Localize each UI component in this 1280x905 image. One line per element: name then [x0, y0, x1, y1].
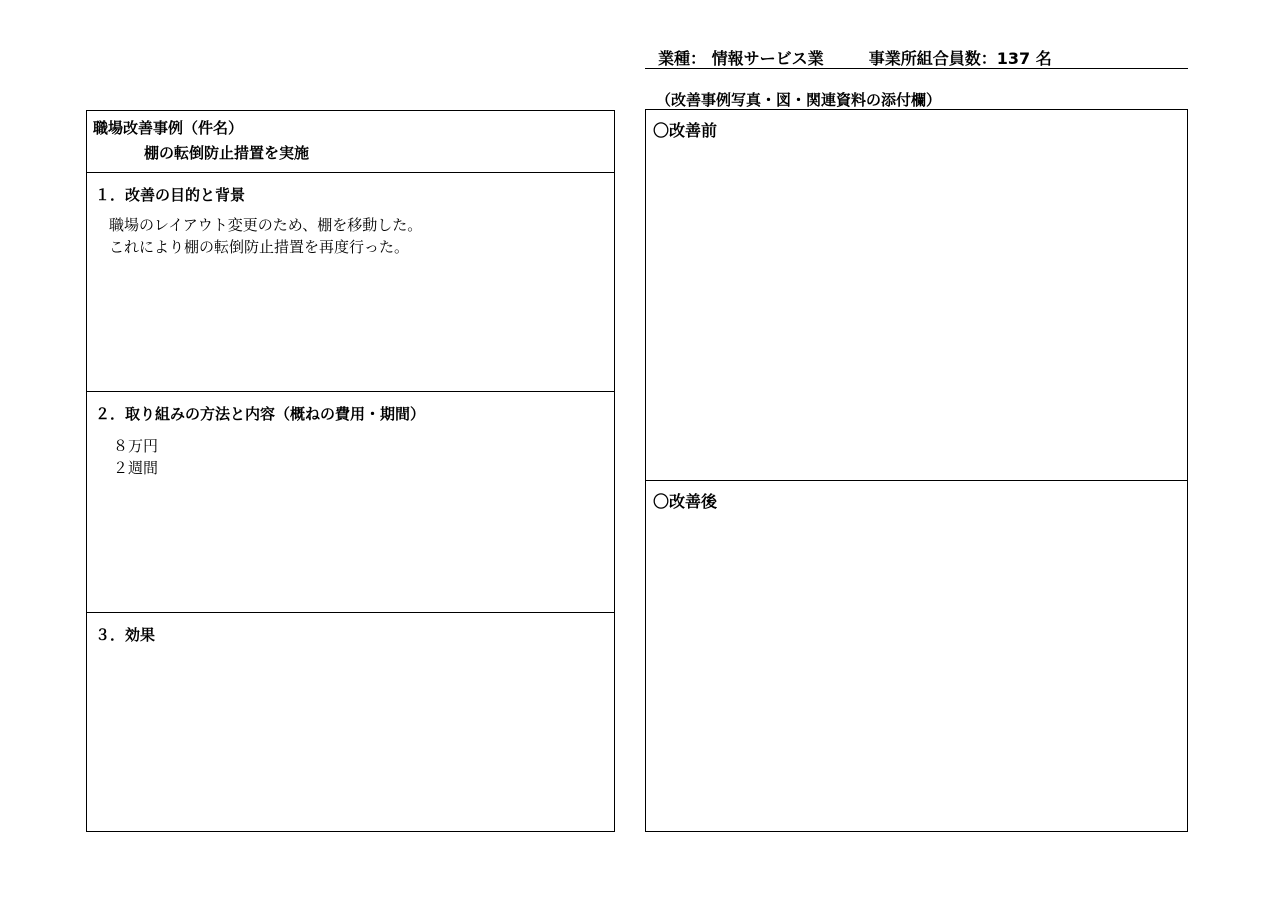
case-form [86, 110, 615, 832]
section-effect-heading: ３．効果 [95, 626, 156, 644]
industry-label: 業種： [658, 49, 707, 68]
section-purpose-heading: １．改善の目的と背景 [95, 186, 246, 204]
case-title-value: 棚の転倒防止措置を実施 [144, 144, 310, 162]
section-method [87, 392, 614, 613]
members-value: 137 [996, 49, 1031, 68]
after-image-area [646, 481, 1187, 831]
section-method-line: ２週間 [113, 459, 159, 477]
members-label: 事業所組合員数： [868, 49, 997, 68]
section-purpose-line: 職場のレイアウト変更のため、棚を移動した。 [109, 216, 423, 234]
section-purpose [87, 173, 614, 392]
members-unit: 名 [1035, 49, 1052, 68]
header-info [658, 46, 1052, 69]
before-label: 〇改善前 [653, 121, 718, 140]
attachment-panel [645, 109, 1188, 832]
attachment-caption: （改善事例写真・図・関連資料の添付欄） [656, 91, 942, 109]
header-divider [645, 68, 1188, 69]
section-purpose-body [109, 214, 422, 258]
case-title-section [87, 111, 614, 173]
section-method-heading: ２．取り組みの方法と内容（概ねの費用・期間） [95, 405, 426, 423]
section-effect [87, 613, 614, 831]
before-image-area [646, 110, 1187, 481]
after-label: 〇改善後 [653, 492, 718, 511]
case-title-label: 職場改善事例（件名） [93, 119, 244, 137]
section-method-line: ８万円 [113, 437, 159, 455]
industry-value: 情報サービス業 [711, 49, 824, 68]
section-purpose-line: これにより棚の転倒防止措置を再度行った。 [109, 238, 410, 256]
section-method-body [113, 435, 158, 479]
